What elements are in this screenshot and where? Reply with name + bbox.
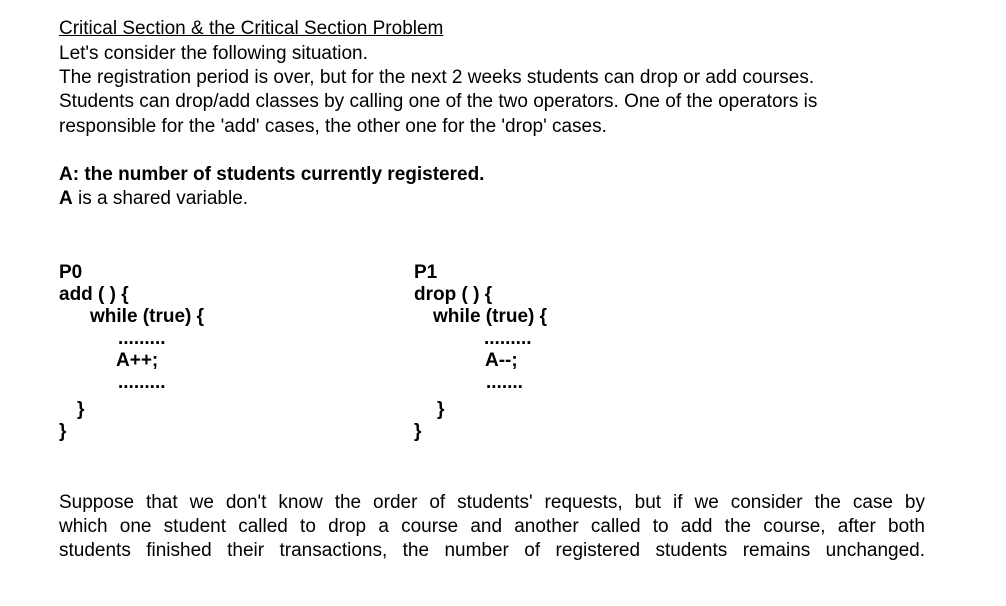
variable-definition: A: the number of students currently registered.: [59, 164, 485, 185]
p1-dots-before: .........: [484, 328, 532, 349]
page-title: Critical Section & the Critical Section Problem: [59, 18, 444, 39]
p0-dots-after: .........: [118, 372, 166, 393]
conclusion-line-3: students finished their transactions, the number of registered students remains unchanged.: [59, 540, 925, 561]
intro-line-3: Students can drop/add classes by calling one of the two operators. One of the operators is: [59, 91, 818, 112]
p1-close-inner: }: [437, 399, 445, 420]
p1-label: P1: [414, 262, 438, 283]
p1-signature: drop ( ) {: [414, 284, 493, 305]
p1-close-outer: }: [414, 421, 422, 442]
shared-variable-note: [59, 188, 248, 210]
p1-statement: A--;: [485, 350, 518, 371]
p0-loop: while (true) {: [90, 306, 205, 327]
intro-line-2: The registration period is over, but for the next 2 weeks students can drop or add courses.: [59, 67, 815, 88]
p0-close-inner: }: [77, 399, 85, 420]
p0-dots-before: .........: [118, 328, 166, 349]
intro-line-1: Let's consider the following situation.: [59, 43, 368, 64]
shared-variable-text: is a shared variable.: [72, 188, 249, 209]
p1-dots-after: .......: [486, 372, 523, 393]
conclusion-line-2: which one student called to drop a course and another called to add the course, after both: [59, 516, 925, 537]
p1-loop: while (true) {: [433, 306, 548, 327]
p0-signature: add ( ) {: [59, 284, 129, 305]
shared-variable-name: A: [59, 188, 73, 209]
intro-line-4: responsible for the 'add' cases, the other one for the 'drop' cases.: [59, 116, 607, 137]
p0-close-outer: }: [59, 421, 67, 442]
p0-label: P0: [59, 262, 83, 283]
conclusion-line-1: Suppose that we don't know the order of students' requests, but if we consider the case by: [59, 492, 925, 513]
p0-statement: A++;: [116, 350, 159, 371]
